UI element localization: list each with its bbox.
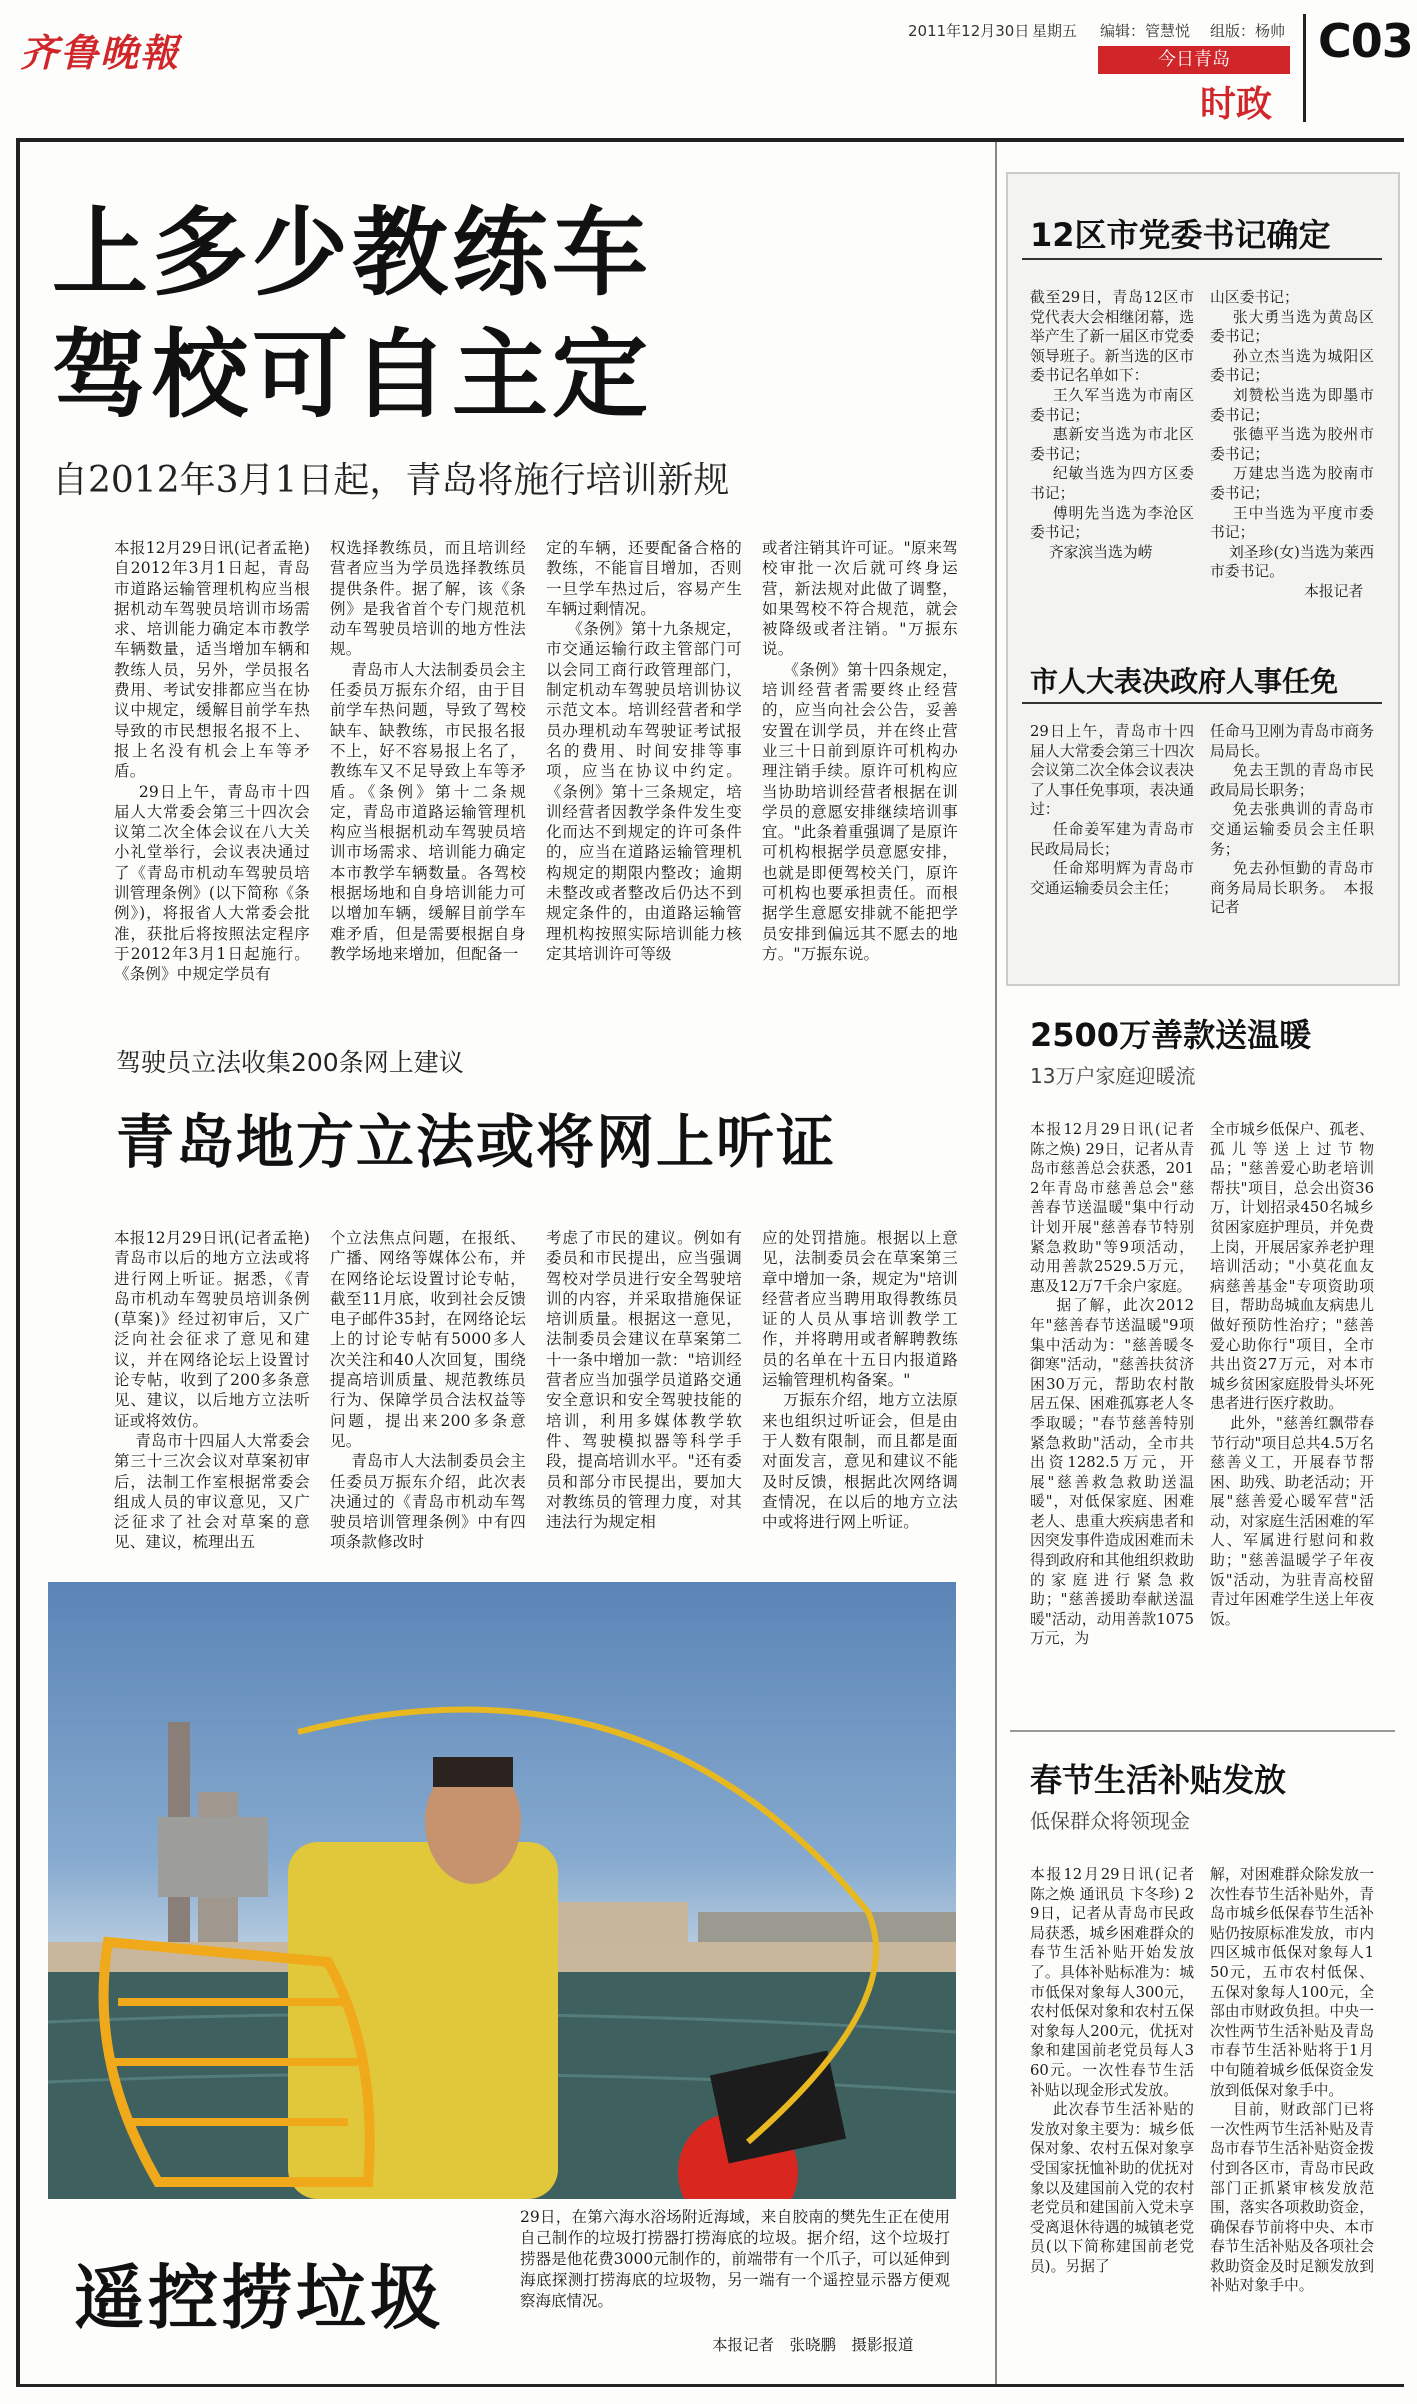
side4-subhead: 低保群众将领现金 [1030,1809,1190,1833]
column-divider [995,142,997,2384]
side1-column-2: 山区委书记； 张大勇当选为黄岛区委书记； 孙立杰当选为城阳区委书记； 刘赞松当选为即墨市委书记； 张德平当选为胶州市委书记； 万建忠当选为胶南市委书记； 王中当选为平度市委书记； 刘圣珍(女)当选为莱西市委书记。 本报记者 [1210,289,1374,600]
page-designer: 组版：杨帅 [1210,22,1286,40]
lead-column-3: 定的车辆，还要配备合格的教练，不能盲目增加，否则一旦学车热过后，容易产生车辆过剩情况。 《条例》第十九条规定，市交通运输行政主管部门可以会同工商行政管理部门，制定机动车驾驶员培训协议示范文本。培训经营者和学员办理机动车驾驶证考试报名的费用、时间安排等事项，应当在协议中约定。《条例》第十三条规定，培训经营者因教学条件发生变化而达不到规定的许可条件的，应当在道路运输管理机构规定的期限内整改；逾期未整改或者整改后仍达不到规定条件的，由道路运输管理机构按照实际培训能力核定其培训许可等级 [546,539,742,963]
second-column-3: 考虑了市民的建议。例如有委员和市民提出，应当强调驾校对学员进行安全驾驶培训的内容，并采取措施保证培训质量。根据这一意见，法制委员会建议在草案第二十一条中增加一款："培训经营者应当加强学员道路交通安全意识和安全驾驶技能的培训，利用多媒体教学软件、驾驶模拟器等科学手段，提高培训水平。"还有委员和部分市民提出，要加大对教练员的管理力度，对其违法行为规定相 [546,1229,742,1532]
second-column-4: 应的处罚措施。根据以上意见，法制委员会在草案第三章中增加一条，规定为"培训经营者应当聘用取得教练员证的人员从事培训教学工作，并将聘用或者解聘教练员的名单在十五日内报道路运输管理机构备案。" 万振东介绍，地方立法原来也组织过听证会，但是由于人数有限制，而且都是面对面发言，意见和建议不能及时反馈，根据此次网络调查情况，在以后的地方立法中或将进行网上听证。 [762,1229,958,1532]
lead-subhead: 自2012年3月1日起，青岛将施行培训新规 [52,460,730,501]
page-bottom-rule [16,2384,1404,2387]
left-border [16,138,20,2386]
photo-scene [48,1582,956,2199]
side4-column-1: 本报12月29日讯(记者 陈之焕 通讯员 卞冬珍) 29日，记者从青岛市民政局获悉，城乡困难群众的春节生活补贴开始发放了。具体补贴标准为：城市低保对象每人300元，农村低保对象和农村五保对象每人200元，优抚对象和建国前老党员每人360元。一次性春节生活补贴以现金形式发放。 此次春节生活补贴的发放对象主要为：城乡低保对象、农村五保对象享受国家抚恤补助的优抚对象以及建国前入党的农村老党员和建国前入党未享受离退休待遇的城镇老党员(以下简称建国前老党员)。另据了 [1030,1866,1194,2275]
news-photo [48,1582,956,2199]
section-label: 今日青岛 [1098,46,1290,74]
lead-headline-line1: 上多少教练车 [52,197,652,309]
side1-rule [1022,258,1382,260]
issue-date: 2011年12月30日 [908,22,1030,40]
second-column-2: 个立法焦点问题，在报纸、广播、网络等媒体公布，并在网络论坛设置讨论专帖，截至11月底，收到社会反馈电子邮件35封，在网络论坛上的讨论专帖有5000多人次关注和40人次回复，围绕提高培训质量、规范教练员行为、保障学员合法权益等问题，提出来200多条意见。 青岛市人大法制委员会主任委员万振东介绍，此次表决通过的《青岛市机动车驾驶员培训管理条例》中有四项条款修改时 [330,1229,526,1552]
brand-logo: 齐鲁晚報 [20,30,181,75]
side3-column-2: 全市城乡低保户、孤老、孤儿等送上过节物品；"慈善爱心助老培训帮扶"项目，总会出资36万，计划招录450名城乡贫困家庭护理员，并免费上岗，开展居家养老护理培训活动；"小莫花血友病慈善基金"专项资助项目，帮助岛城血友病患儿做好预防性治疗；"慈善爱心助你行"项目，全市共出资27万元，对本市城乡贫困家庭股骨头坏死患者进行医疗救助。 此外，"慈善红飘带春节行动"项目总共4.5万名慈善义工，开展春节帮困、助残、助老活动；开展"慈善爱心暖军营"活动，对家庭生活困难的军人、军属进行慰问和救助；"慈善温暖学子年夜饭"活动，为驻青高校留青过年困难学生送上年夜饭。 [1210,1121,1374,1628]
side3-subhead: 13万户家庭迎暖流 [1030,1064,1196,1088]
photo-caption: 29日，在第六海水浴场附近海域，来自胶南的樊先生正在使用自己制作的垃圾打捞器打捞海底的垃圾。据介绍，这个垃圾打捞器是他花费3000元制作的，前端带有一个爪子，可以延伸到海底探测打捞海底的垃圾物，另一端有一个遥控显示器方便观察海底情况。 [520,2208,950,2310]
side2-column-1: 29日上午，青岛市十四届人大常委会第三十四次会议第二次全体会议表决了人事任免事项，表决通过： 任命姜军建为青岛市民政局局长； 任命郑明辉为青岛市交通运输委员会主任； [1030,723,1194,897]
side3-column-1: 本报12月29日讯(记者 陈之焕) 29日，记者从青岛市慈善总会获悉，2012年青岛市慈善总会"慈善春节送温暖"集中行动计划开展"慈善春节特别紧急救助"等9项活动，动用善款2529.5万元，惠及12万7千余户家庭。 据了解，此次2012年"慈善春节送温暖"9项集中活动为："慈善暖冬御寒"活动，"慈善扶贫济困30万元，帮助农村散居五保、困难孤寡老人冬季取暖；"春节慈善特别紧急救助"活动，全市共出资1282.5万元，开展"慈善救急救助送温暖"，对低保家庭、困难老人、患重大疾病患者和因突发事件造成困难而未得到政府和其他组织救助的家庭进行紧急救助；"慈善援助奉献送温暖"活动，动用善款1075万元，为 [1030,1121,1194,1648]
second-kicker: 驾驶员立法收集200条网上建议 [116,1048,464,1077]
section-category: 时政 [1200,84,1273,125]
page-code: C03 [1318,14,1413,68]
side2-column-2: 任命马卫刚为青岛市商务局局长。 免去王凯的青岛市民政局局长职务； 免去张典训的青岛市交通运输委员会主任职务； 免去孙恒勤的青岛市商务局局长职务。 本报记者 [1210,723,1374,917]
side1-column-1: 截至29日，青岛12区市党代表大会相继闭幕，选举产生了新一届区市党委领导班子。新当选的区市委书记名单如下： 王久军当选为市南区委书记； 惠新安当选为市北区委书记； 纪敏当选为四方区委书记； 傅明先当选为李沧区委书记； 齐家滨当选为崂 [1030,289,1194,561]
side4-column-2: 解，对困难群众除发放一次性春节生活补贴外，青岛市城乡低保春节生活补贴仍按原标准发放，市内四区城市低保对象每人150元，五市农村低保、五保对象每人100元，全部由市财政负担。中央一次性两节生活补贴及青岛市春节生活补贴将于1月中旬随着城乡低保资金发放到低保对象手中。 目前，财政部门已将一次性两节生活补贴及青岛市春节生活补贴资金拨付到各区市，青岛市民政部门正抓紧审核发放范围，落实各项救助资金，确保春节前将中央、本市春节生活补贴及各项社会救助资金及时足额发放到补贴对象手中。 [1210,1866,1374,2295]
masthead-bottom-rule [18,138,1404,142]
lead-column-1: 本报12月29日讯(记者孟艳) 自2012年3月1日起，青岛市道路运输管理机构应当根据机动车驾驶员培训市场需求、培训能力确定本市教学车辆数量，适当增加车辆和教练人员，另外，学员报名费用、考试安排都应当在协议中规定，缓解目前学车热导致的市民想报名报不上、报上名没有机会上车等矛盾。 29日上午，青岛市十四届人大常委会第三十四次会议第二次全体会议在八大关小礼堂举行，会议表决通过了《青岛市机动车驾驶员培训管理条例》(以下简称《条例》)，将报省人大常委会批准，获批后将按照法定程序于2012年3月1日起施行。《条例》中规定学员有 [114,539,310,984]
side2-rule [1022,702,1382,704]
side1-headline: 12区市党委书记确定 [1030,216,1331,254]
side4-headline: 春节生活补贴发放 [1030,1761,1287,1799]
lead-headline-line2: 驾校可自主定 [52,319,652,431]
issue-weekday: 星期五 [1032,22,1078,40]
lead-column-4: 或者注销其许可证。"原来驾校审批一次后就可终身运营，新法规对此做了调整，如果驾校不符合规范，就会被降级或者注销。"万振东说。 《条例》第十四条规定，培训经营者需要终止经营的，应当向社会公告，妥善安置在训学员，并在终止营业三十日前到原许可机构办理注销手续。原许可机构应当协助培训经营者根据在训学员的意愿安排继续培训事宜。"此条着重强调了是原许可机构根据学员意愿安排，也就是即便驾校关门，原许可机构也要承担责任。而根据学生意愿安排就不能把学员安排到偏远其不愿去的地方。"万振东说。 [762,539,958,963]
masthead-vertical-divider [1303,14,1306,122]
second-column-1: 本报12月29日讯(记者孟艳) 青岛市以后的地方立法或将进行网上听证。据悉，《青岛市机动车驾驶员培训条例(草案)》经过初审后，又广泛向社会征求了意见和建议，并在网络论坛上设置讨论专帖，收到了200多条意见、建议，以后地方立法听证或将效仿。 青岛市十四届人大常委会第三十三次会议对草案初审后，法制工作室根据常委会组成人员的审议意见，又广泛征求了社会对草案的意见、建议，梳理出五 [114,1229,310,1552]
masthead [0,0,1417,135]
side2-headline: 市人大表决政府人事任免 [1030,665,1339,698]
lead-column-2: 权选择教练员，而且培训经营者应当为学员选择教练员提供条件。据了解，该《条例》是我省首个专门规范机动车驾驶员培训的地方性法规。 青岛市人大法制委员会主任委员万振东介绍，由于目前学车热问题，导致了驾校缺车、缺教练，市民报名报不上，好不容易报上名了，教练车又不足导致上车等矛盾。《条例》第十二条规定，青岛市道路运输管理机构应当根据机动车驾驶员培训市场需求、培训能力确定本市教学车辆数量。各驾校根据场地和自身培训能力可以增加车辆，缓解目前学车难矛盾，但是需要根据自身教学场地来增加，但配备一 [330,539,526,963]
side3-headline: 2500万善款送温暖 [1030,1016,1312,1054]
second-headline: 青岛地方立法或将网上听证 [116,1108,837,1176]
side-separator [1010,1730,1395,1732]
photo-credit: 本报记者 张晓鹏 摄影报道 [712,2336,914,2354]
page-editor: 编辑：管慧悦 [1100,22,1191,40]
photo-headline: 遥控捞垃圾 [74,2257,444,2339]
